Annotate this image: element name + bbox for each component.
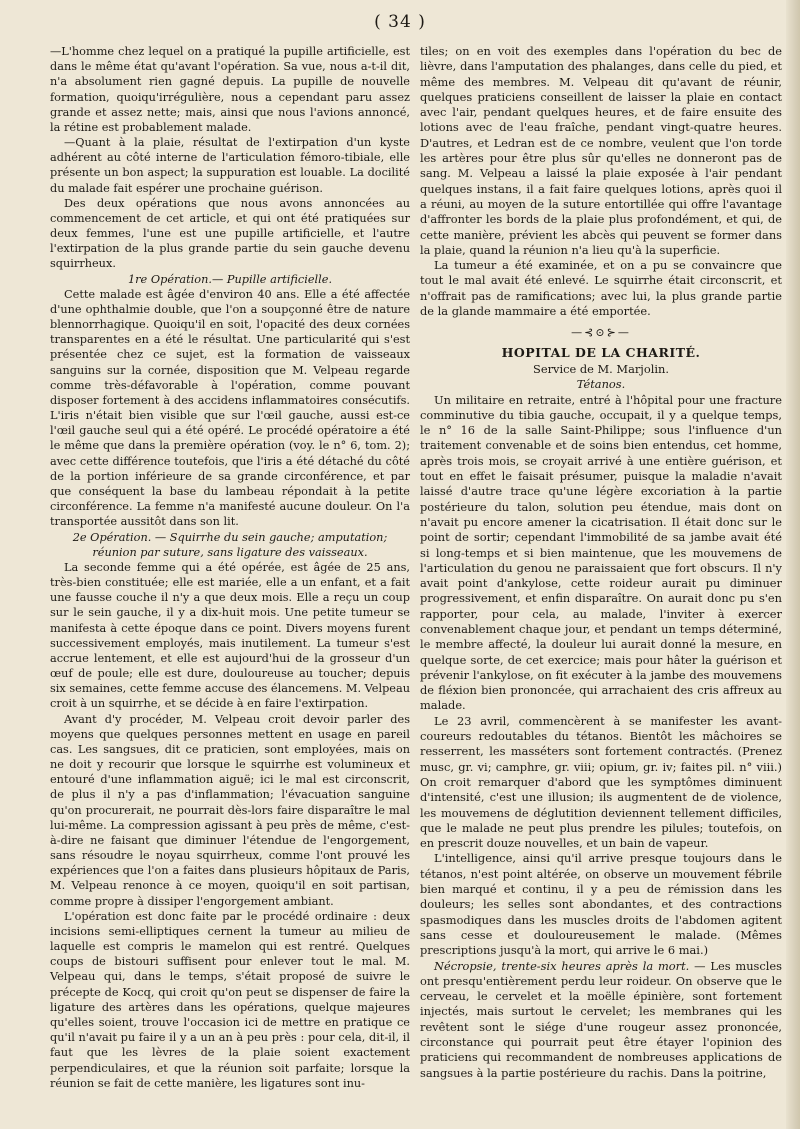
paragraph: La tumeur a été examinée, et on a pu se convaincre que tout le mal avait été enlevé. Le squirrhe était circonscrit, et n'offrait pas de ramifications; avec lui, la plus grande partie de la glande mammaire a été emportée. xyxy=(420,258,782,319)
paragraph: —L'homme chez lequel on a pratiqué la pupille artificielle, est dans le même état qu'avant l'opération. Sa vue, nous a-t-il dit, n'a absolument rien gagné depuis. La pupille de nouvelle formation, quoiqu'irrégulière, nous a cependant paru assez grande et assez nette; mais, ainsi que nous l'avions annoncé, la rétine est probablement malade. xyxy=(50,45,410,134)
paragraph: Cette malade est âgée d'environ 40 ans. Elle a été affectée d'une ophthalmie double, que l'on a soupçonné être de nature blennorrhagique. Quoiqu'il en soit, l'opacité des deux cornées transparentes en a été le résultat. Une particularité qui s'est présentée chez ce sujet, est la formation de vaisseaux sanguins sur la cornée, disposition que M. Velpeau regarde comme très-défavorable à l'opération, comme pouvant disposer fortement à des accidens inflammatoires consécutifs. L'iris n'était bien visible que sur l'œil gauche, aussi est-ce l'œil gauche seul qui a été opéré. Le procédé opératoire a été le même que dans la première opération (voy. le n° 6, tom. 2); avec cette différence toutefois, que l'iris a été détaché du côté de la portion inférieure de sa grande circonférence, et par que conséquent la base du lambeau répondait à la petite circonférence. La femme n'a manifesté aucune douleur. On l'a transportée aussitôt dans son lit. xyxy=(50,287,410,529)
paragraph: Avant d'y procéder, M. Velpeau croit devoir parler des moyens que quelques personnes mettent en usage en pareil cas. Les sangsues, dit ce praticien, sont employées, mais on ne doit y recourir que lorsque le squirrhe est volumineux et entouré d'une inflammation aiguë; ici le mal est circonscrit, de plus il n'y a pas d'inflammation; l'évacuation sanguine qu'on procurerait, ne pourrait dès-lors faire disparaître le mal lui-même. La compression agissant à peu près de même, c'est-à-dire ne faisant que diminuer l'étendue de l'engorgement, sans résoudre le noyau squirrheux, comme l'ont prouvé les expériences que l'on a faites dans plusieurs hôpitaux de Paris, M. Velpeau renonce à ce moyen, quoiqu'il en soit partisan, comme propre à dissiper l'engorgement ambiant. xyxy=(50,712,410,908)
paragraph: L'opération est donc faite par le procédé ordinaire : deux incisions semi-elliptiques cernent la tumeur au milieu de laquelle est compris le mamelon qui est rentré. Quelques coups de bistouri suffisent pour enlever tout le mal. M. Velpeau qui, dans le temps, s'était proposé de suivre le précepte de Kocq, qui croit qu'on peut se dispenser de faire la ligature des artères dans les opérations, quelque majeures qu'elles soient, trouve l'occasion ici de mettre en pratique ce qu'il n'avait pu faire il y a un an à peu près : pour cela, dit-il, il faut que les lèvres de la plaie soient exactement perpendiculaires, et que la réunion soit parfaite; lorsque la réunion se fait de cette manière, les ligatures sont inu- xyxy=(50,909,410,1090)
section-title: HOPITAL DE LA CHARITÉ. xyxy=(501,344,701,360)
necropsie-title: Nécropsie, trente-six heures après la mort. xyxy=(434,958,690,973)
subtitle: Tétanos. xyxy=(576,377,626,392)
paragraph: La seconde femme qui a été opérée, est âgée de 25 ans, très-bien constituée; elle est mariée, elle a un enfant, et a fait une fausse couche il n'y a que deux mois. Elle a reçu un coup sur le sein gauche, il y a dix-huit mois. Une petite tumeur se manifesta à cette époque dans ce point. Divers moyens furent successivement employés, mais inutilement. La tumeur s'est accrue lentement, et elle est aujourd'hui de la grosseur d'un œuf de poule; elle est dure, douloureuse au toucher; depuis six semaines, cette femme accuse des élancemens. M. Velpeau croit à un squirrhe, et se décide à en faire l'extirpation. xyxy=(50,560,410,711)
op2-title: 2e Opération. — Squirrhe du sein gauche; amputation; réunion par suture, sans ligature des vaisseaux. xyxy=(72,530,388,559)
paragraph: Des deux opérations que nous avons annoncées au commencement de cet article, et qui ont été pratiquées sur deux femmes, l'une est une pupille artificielle, et l'autre l'extirpation de la plus grande partie du sein gauche devenu squirrheux. xyxy=(50,196,410,271)
gutter-marks xyxy=(408,44,414,1104)
paragraph xyxy=(420,959,782,1081)
ornament-divider: —⊰⊙⊱— xyxy=(571,326,631,340)
op1-title: 1re Opération.— Pupille artificielle. xyxy=(127,272,333,286)
paragraph: tiles; on en voit des exemples dans l'opération du bec de lièvre, dans l'amputation des phalanges, dans celle du pied, et même des membres. M. Velpeau dit qu'avant de réunir, quelques praticiens conseillent de laisser la plaie en contact avec l'air, pendant quelques heures, et de faire ensuite des lotions avec de l'eau fraîche, pendant vingt-quatre heures. D'autres, et Ledran est de ce nombre, veulent que l'on torde les artères pour être plus sûr qu'elles ne donneront pas de sang. M. Velpeau a laissé la plaie exposée à l'air pendant quelques instans, il a fait faire quelques lotions, après quoi il a réuni, au moyen de la suture entortillée qui offre l'avantage d'affronter les bords de la plaie plus profondément, et qui, de cette manière, prévient les abcès qui peuvent se former dans la plaie, quand la réunion n'a lieu qu'à la superficie. xyxy=(420,44,782,257)
left-column xyxy=(50,44,410,1091)
necropsie-text: — Les muscles ont presqu'entièrement perdu leur roideur. On observe que le cerveau, le cervelet et la moëlle épinière, sont fortement injectés, mais surtout le cervelet; les membranes qui les revêtent sont le siége d'une rougeur assez prononcée, circonstance qui pourrait peut être étayer l'opinion des praticiens qui recommandent de nombreuses applications de sangsues à la partie postérieure du rachis. Dans la poitrine, xyxy=(420,958,783,1080)
paragraph: Un militaire en retraite, entré à l'hôpital pour une fracture comminutive du tibia gauche, occupait, il y a quelque temps, le n° 16 de la salle Saint-Philippe; sous l'influence d'un traitement convenable et de soins bien entendus, cet homme, après trois mois, se croyait arrivé à une entière guérison, et tout en effet le faisait présumer, puisque la maladie n'avait laissé d'autre trace qu'une légère excoriation à la partie postérieure du talon, solution peu étendue, mais dont on n'avait pu encore amener la cicatrisation. Il était donc sur le point de sortir; cependant l'immobilité de sa jambe avait été si long-temps et si bien maintenue, que les mouvemens de l'articulation du genou ne paraissaient que fort obscurs. Il n'y avait point d'ankylose, cette roideur aurait pu diminuer progressivement, et enfin disparaître. On aurait donc pu s'en rapporter, pour cela, au malade, l'inviter à exercer convenablement chaque jour, et pendant un temps déterminé, le membre affecté, la douleur lui aurait donné la mesure, en quelque sorte, de cet exercice; mais pour hâter la guérison et prévenir l'ankylose, on fit exécuter à la jambe des mouvemens de fléxion bien prononcée, qui arrachaient des cris affreux au malade. xyxy=(420,392,782,713)
paragraph: —Quant à la plaie, résultat de l'extirpation d'un kyste adhérent au côté interne de l'articulation fémoro-tibiale, elle présente un bon aspect; la suppuration est louable. La docilité du malade fait espérer une prochaine guérison. xyxy=(50,136,410,195)
paragraph: L'intelligence, ainsi qu'il arrive presque toujours dans le tétanos, n'est point altérée, on observe un mouvement fébrile bien marqué et continu, il y a peu de rémission dans les douleurs; les selles sont abondantes, et des contractions spasmodiques dans les muscles droits de l'abdomen agitent sans cesse et douloureusement le malade. (Mêmes prescriptions jusqu'à la mort, qui arrive le 6 mai.) xyxy=(420,851,782,958)
paragraph: Le 23 avril, commencèrent à se manifester les avant-coureurs redoutables du tétanos. Bientôt les mâchoires se resserrent, les masséters sont fortement contractés. (Prenez musc, gr. vi; camphre, gr. viii; opium, gr. iv; faites pil. n° viii.) On croit remarquer d'abord que les symptômes diminuent d'intensité, c'est une illusion; ils augmentent de de violence, les mouvemens de déglutition deviennent tellement difficiles, que le malade ne peut plus prendre les pilules; toutefois, on en prescrit douze nouvelles, et un bain de vapeur. xyxy=(420,713,782,851)
page-edge xyxy=(786,0,800,1129)
page-number: ( 34 ) xyxy=(374,12,426,32)
service-line: Service de M. Marjolin. xyxy=(533,361,669,376)
right-column xyxy=(420,44,782,1081)
